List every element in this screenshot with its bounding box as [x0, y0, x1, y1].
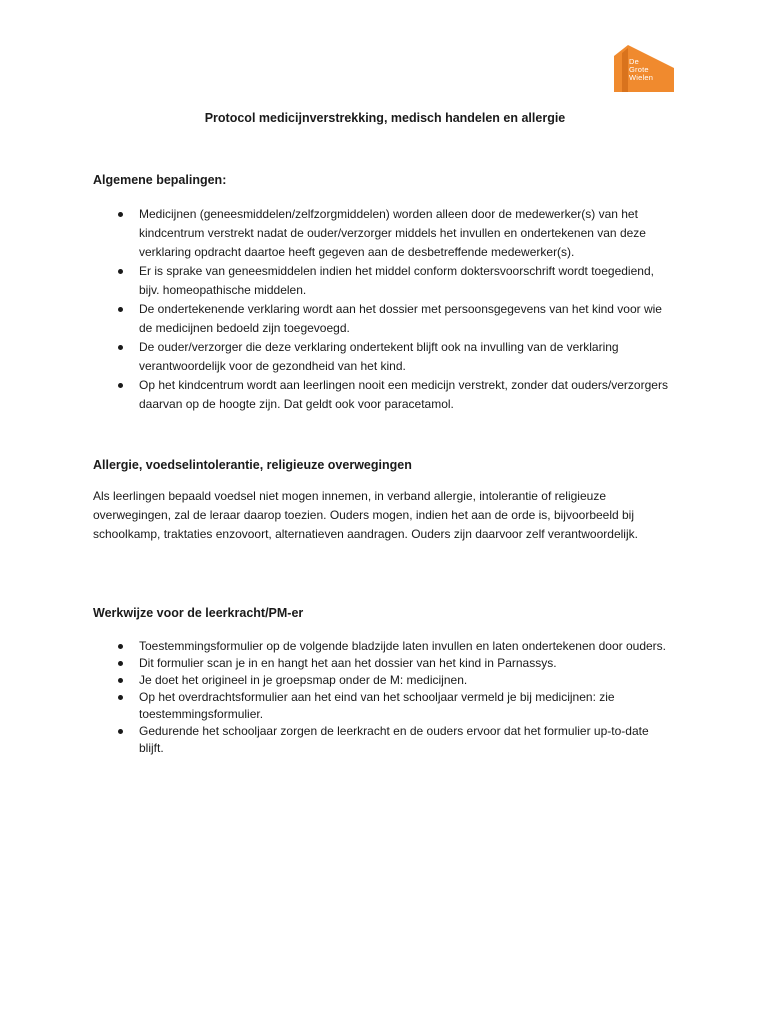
- general-provisions-list: [116, 205, 676, 414]
- list-item: Gedurende het schooljaar zorgen de leerkracht en de ouders ervoor dat het formulier up-to-date blijft.: [116, 723, 676, 757]
- logo-line-2: Grote: [629, 65, 649, 74]
- section-heading-general: Algemene bepalingen:: [93, 173, 227, 187]
- list-item: De ondertekenende verklaring wordt aan het dossier met persoonsgegevens van het kind voor wie de medicijnen bedoeld zijn toegevoegd.: [116, 300, 676, 338]
- procedure-list: [116, 638, 676, 757]
- document-title: Protocol medicijnverstrekking, medisch handelen en allergie: [204, 111, 566, 125]
- logo-line-3: Wielen: [629, 73, 654, 82]
- list-item: Toestemmingsformulier op de volgende bladzijde laten invullen en laten ondertekenen door ouders.: [116, 638, 676, 655]
- school-logo: [612, 44, 674, 94]
- list-item: Medicijnen (geneesmiddelen/zelfzorgmiddelen) worden alleen door de medewerker(s) van het kindcentrum verstrekt nadat de ouder/verzorger middels het invullen en ondertekenen van deze verklaring opdracht daartoe heeft gegeven aan de desbetreffende medewerker(s).: [116, 205, 676, 262]
- list-item: Op het kindcentrum wordt aan leerlingen nooit een medicijn verstrekt, zonder dat ouders/verzorgers daarvan op de hoogte zijn. Dat geldt ook voor paracetamol.: [116, 376, 676, 414]
- section-heading-procedure: Werkwijze voor de leerkracht/PM-er: [93, 606, 304, 620]
- list-item: De ouder/verzorger die deze verklaring ondertekent blijft ook na invulling van de verklaring verantwoordelijk voor de gezondheid van het kind.: [116, 338, 676, 376]
- list-item: Op het overdrachtsformulier aan het eind van het schooljaar vermeld je bij medicijnen: zie toestemmingsformulier.: [116, 689, 676, 723]
- list-item: Je doet het origineel in je groepsmap onder de M: medicijnen.: [116, 672, 676, 689]
- logo-line-1: De: [629, 57, 639, 66]
- list-item: Dit formulier scan je in en hangt het aan het dossier van het kind in Parnassys.: [116, 655, 676, 672]
- section-heading-allergy: Allergie, voedselintolerantie, religieuze overwegingen: [93, 458, 412, 472]
- allergy-paragraph: Als leerlingen bepaald voedsel niet mogen innemen, in verband allergie, intolerantie of religieuze overwegingen, zal de leraar daarop toezien. Ouders mogen, indien het aan de orde is, bijvoorbeeld bij schoolkamp, traktaties enzovoort, alternatieven aandragen. Ouders zijn daarvoor zelf verantwoordelijk.: [93, 489, 638, 541]
- logo-text: [629, 58, 653, 82]
- list-item: Er is sprake van geneesmiddelen indien het middel conform doktersvoorschrift wordt toegediend, bijv. homeopathische middelen.: [116, 262, 676, 300]
